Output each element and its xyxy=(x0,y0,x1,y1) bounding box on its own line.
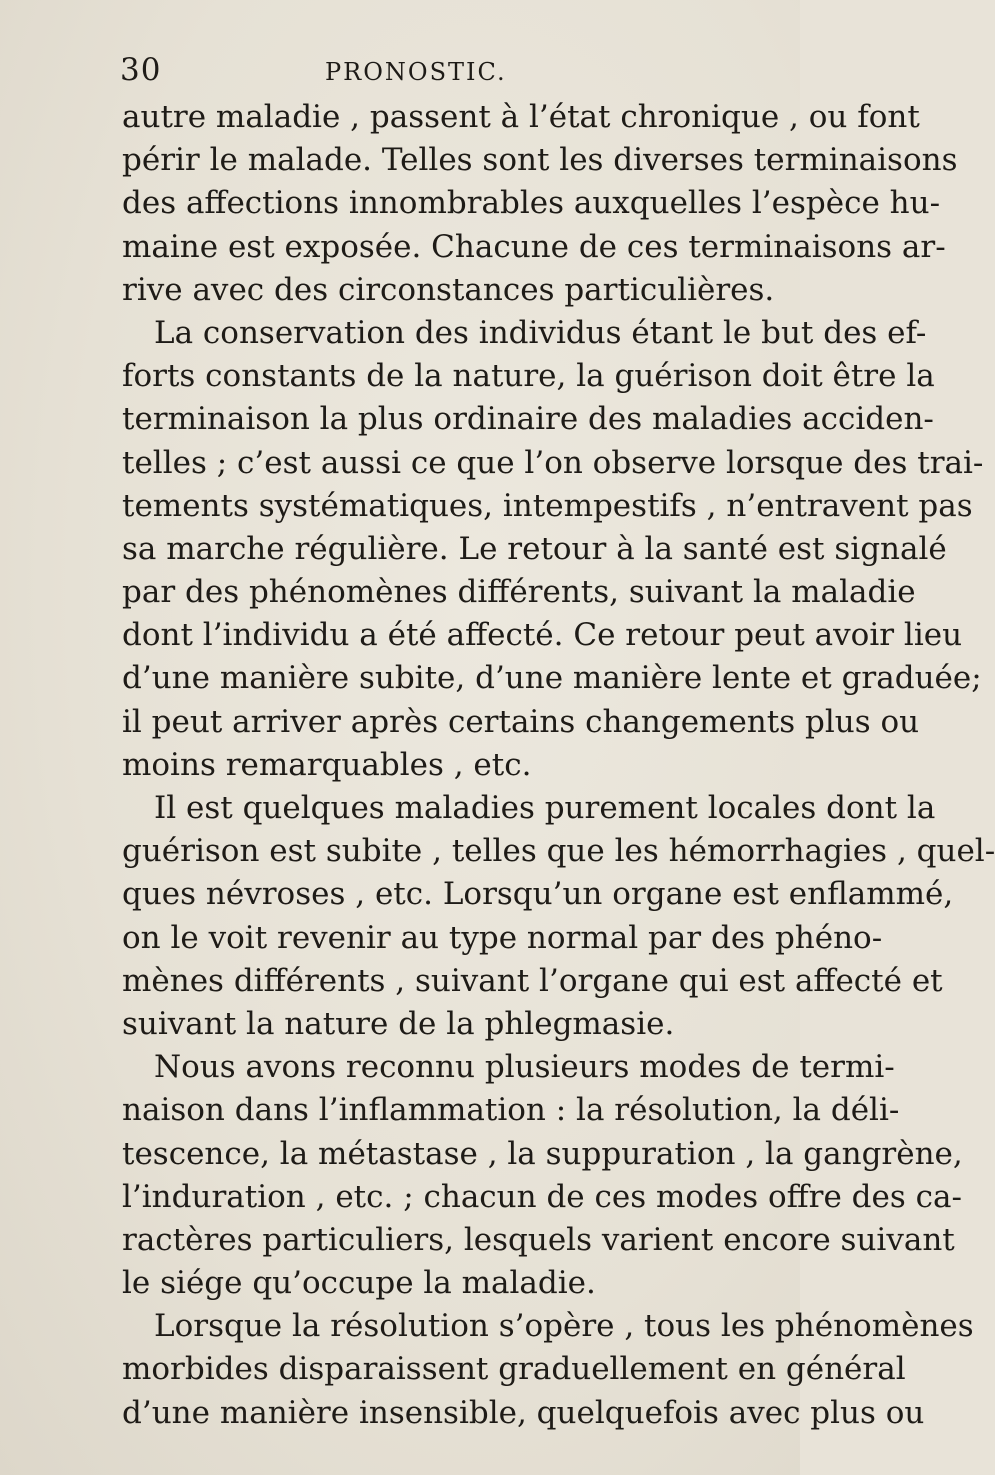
text-line: par des phénomènes différents, suivant la maladie xyxy=(122,574,916,611)
text-line: dont l’individu a été affecté. Ce retour peut avoir lieu xyxy=(122,617,963,654)
text-line: suivant la nature de la phlegmasie. xyxy=(122,1005,675,1042)
text-line: sa marche régulière. Le retour à la santé est signalé xyxy=(122,530,947,567)
text-line: rive avec des circonstances particulières. xyxy=(122,271,775,308)
text-line: mènes différents , suivant l’organe qui est affecté et xyxy=(122,962,943,999)
text-line: morbides disparaissent graduellement en général xyxy=(122,1351,906,1388)
text-line: guérison est subite , telles que les hémorrhagies , quel- xyxy=(122,833,995,870)
text-line: terminaison la plus ordinaire des maladies acciden- xyxy=(122,401,934,438)
text-line: maine est exposée. Chacune de ces terminaisons ar- xyxy=(122,228,946,265)
text-line: Il est quelques maladies purement locales dont la xyxy=(154,790,936,826)
text-line: moins remarquables , etc. xyxy=(122,746,532,783)
text-line: autre maladie , passent à l’état chronique , ou font xyxy=(122,99,920,135)
text-line: forts constants de la nature, la guérison doit être la xyxy=(122,358,935,395)
running-head xyxy=(120,52,780,92)
body-text xyxy=(122,96,995,1435)
text-line: Lorsque la résolution s’opère , tous les phénomènes xyxy=(154,1308,974,1345)
text-line: on le voit revenir au type normal par des phéno- xyxy=(122,919,883,956)
text-line: d’une manière insensible, quelquefois avec plus ou xyxy=(122,1394,925,1431)
text-line: périr le malade. Telles sont les diverses terminaisons xyxy=(122,142,958,179)
text-line: ractères particuliers, lesquels varient encore suivant xyxy=(122,1221,955,1258)
text-line: tescence, la métastase , la suppuration , la gangrène, xyxy=(122,1135,963,1172)
text-line: des affections innombrables auxquelles l’espèce hu- xyxy=(122,185,941,222)
running-title: PRONOSTIC. xyxy=(325,58,507,86)
text-line: il peut arriver après certains changements plus ou xyxy=(122,703,920,740)
text-line: tements systématiques, intempestifs , n’entravent pas xyxy=(122,487,973,524)
text-line: La conservation des individus étant le but des ef- xyxy=(154,314,927,351)
text-line: ques névroses , etc. Lorsqu’un organe est enflammé, xyxy=(122,876,954,913)
text-line: le siége qu’occupe la maladie. xyxy=(122,1265,596,1302)
text-line: telles ; c’est aussi ce que l’on observe lorsque des trai- xyxy=(122,444,984,481)
text-line: d’une manière subite, d’une manière lente et graduée; xyxy=(122,660,982,697)
text-line: naison dans l’inflammation : la résolution, la déli- xyxy=(122,1092,900,1129)
text-line: l’induration , etc. ; chacun de ces modes offre des ca- xyxy=(122,1178,962,1215)
text-line: Nous avons reconnu plusieurs modes de termi- xyxy=(154,1049,895,1086)
page-number: 30 xyxy=(120,52,162,88)
